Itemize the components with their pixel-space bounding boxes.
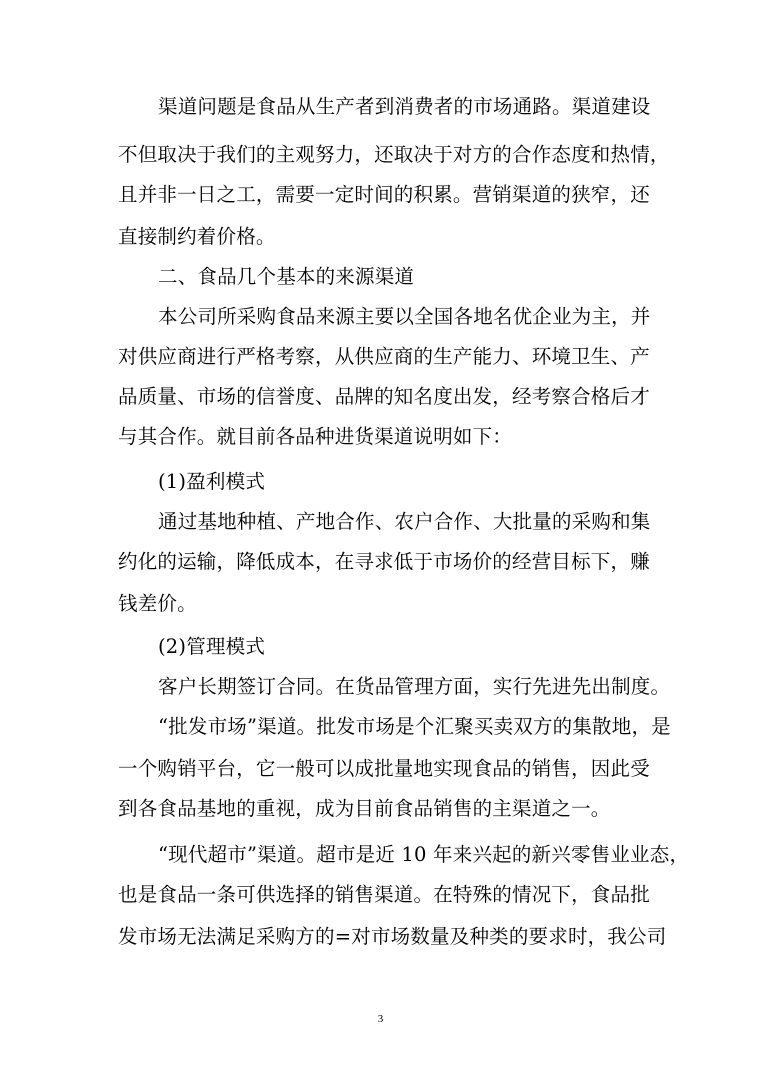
subsection-heading: (1)盈利模式 xyxy=(158,470,266,493)
paragraph-line: 对供应商进行严格考察，从供应商的生产能力、环境卫生、产 xyxy=(118,345,650,368)
paragraph-line: “批发市场”渠道。批发市场是个汇聚买卖双方的集散地，是 xyxy=(158,715,671,738)
paragraph-line: 品质量、市场的信誉度、品牌的知名度出发，经考察合格后才 xyxy=(118,385,650,408)
paragraph-line: 渠道问题是食品从生产者到消费者的市场通路。渠道建设 xyxy=(158,95,651,118)
paragraph-line: 钱差价。 xyxy=(118,592,197,615)
page-number: 3 xyxy=(377,1013,384,1025)
paragraph-line: 客户长期签订合同。在货品管理方面，实行先进先出制度。 xyxy=(158,675,671,698)
section-heading: 二、食品几个基本的来源渠道 xyxy=(158,265,415,288)
paragraph-line: 通过基地种植、产地合作、农户合作、大批量的采购和集 xyxy=(158,510,651,533)
paragraph-line: 也是食品一条可供选择的销售渠道。在特殊的情况下，食品批 xyxy=(118,883,650,906)
paragraph-line: 不但取决于我们的主观努力，还取决于对方的合作态度和热情， xyxy=(118,143,670,166)
paragraph-line: 且并非一日之工，需要一定时间的积累。营销渠道的狭窄，还 xyxy=(118,183,650,206)
paragraph-line: 与其合作。就目前各品种进货渠道说明如下： xyxy=(118,425,513,448)
paragraph-line: 到各食品基地的重视，成为目前食品销售的主渠道之一。 xyxy=(118,797,611,820)
paragraph-line: “现代超市”渠道。超市是近 10 年来兴起的新兴零售业业态， xyxy=(158,843,690,866)
paragraph-line: 直接制约着价格。 xyxy=(118,225,276,248)
paragraph-line: 发市场无法满足采购方的=对市场数量及种类的要求时，我公司 xyxy=(118,925,667,948)
paragraph-line: 本公司所采购食品来源主要以全国各地名优企业为主，并 xyxy=(158,305,651,328)
paragraph-line: 约化的运输，降低成本，在寻求低于市场价的经营目标下，赚 xyxy=(118,550,650,573)
paragraph-line: 一个购销平台，它一般可以成批量地实现食品的销售，因此受 xyxy=(118,757,650,780)
subsection-heading: (2)管理模式 xyxy=(158,635,266,658)
